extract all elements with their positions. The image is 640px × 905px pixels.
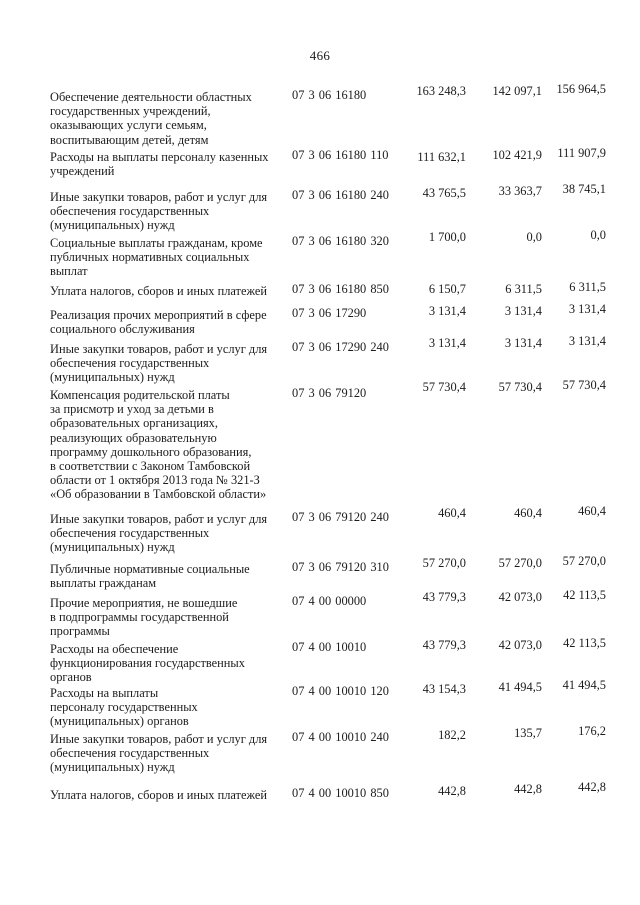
row-value-3: 0,0 — [590, 228, 606, 242]
row-name-line: программы — [50, 624, 110, 639]
row-value-1: 43 765,5 — [422, 186, 466, 200]
row-value-1: 43 779,3 — [422, 638, 466, 652]
row-name-line: функционирования государственных — [50, 656, 245, 671]
row-name-line: Иные закупки товаров, работ и услуг для — [50, 190, 268, 204]
row-value-3: 38 745,1 — [562, 182, 606, 196]
row-name-line: области от 1 октября 2013 года № 321-З — [50, 473, 260, 488]
row-name-line: Компенсация родительской платы — [50, 388, 230, 402]
row-value-1: 3 131,4 — [428, 336, 466, 350]
row-value-3: 42 113,5 — [563, 636, 606, 650]
row-name-line: оказывающих услуги семьям, — [50, 118, 207, 133]
row-value-2: 6 311,5 — [505, 282, 542, 296]
row-name — [50, 190, 292, 233]
row-value-3: 57 730,4 — [562, 378, 606, 392]
row-name-line: воспитывающим детей, детям — [50, 132, 209, 147]
row-value-3: 41 494,5 — [562, 678, 606, 692]
row-name-line: Обеспечение деятельности областных — [50, 90, 252, 104]
row-code: 07 3 06 16180 320 — [292, 234, 389, 248]
row-value-2: 57 270,0 — [498, 556, 542, 570]
row-value-3: 3 131,4 — [568, 334, 606, 348]
row-name-line: Уплата налогов, сборов и иных платежей — [50, 788, 268, 802]
row-name-line: реализующих образовательную — [50, 430, 217, 445]
row-value-2: 0,0 — [526, 230, 542, 244]
row-value-1: 1 700,0 — [428, 230, 466, 244]
row-name — [50, 150, 292, 178]
row-name-line: обеспечения государственных — [50, 204, 210, 219]
row-name-line: (муниципальных) нужд — [50, 760, 175, 775]
row-name — [50, 642, 292, 685]
row-code: 07 4 00 10010 240 — [292, 730, 389, 744]
row-name-line: Расходы на обеспечение — [50, 642, 179, 656]
row-name-line: Иные закупки товаров, работ и услуг для — [50, 342, 268, 356]
row-name — [50, 732, 292, 775]
row-value-2: 42 073,0 — [498, 590, 542, 604]
row-value-3: 57 270,0 — [562, 554, 606, 568]
row-value-1: 182,2 — [438, 728, 466, 742]
row-code: 07 3 06 17290 — [292, 306, 367, 320]
row-name-line: публичных нормативных социальных — [50, 250, 250, 265]
row-name-line: Расходы на выплаты персоналу казенных — [50, 150, 269, 164]
row-code: 07 3 06 16180 240 — [292, 188, 389, 202]
row-value-1: 43 154,3 — [422, 682, 466, 696]
row-name-line: Расходы на выплаты — [50, 686, 159, 700]
row-name-line: государственных учреждений, — [50, 104, 211, 119]
row-name-line: обеспечения государственных — [50, 746, 210, 761]
row-value-3: 156 964,5 — [556, 82, 606, 96]
row-value-3: 111 907,9 — [557, 146, 606, 160]
row-name — [50, 562, 292, 590]
row-value-2: 460,4 — [514, 506, 542, 520]
row-name-line: Социальные выплаты гражданам, кроме — [50, 236, 263, 250]
row-name-line: Уплата налогов, сборов и иных платежей — [50, 284, 268, 298]
row-value-3: 442,8 — [578, 780, 606, 794]
row-code: 07 4 00 10010 850 — [292, 786, 389, 800]
row-value-1: 460,4 — [438, 506, 466, 520]
row-value-2: 57 730,4 — [498, 380, 542, 394]
row-value-2: 442,8 — [514, 782, 542, 796]
row-name-line: органов — [50, 670, 92, 685]
row-name-line: (муниципальных) нужд — [50, 370, 175, 385]
row-name-line: (муниципальных) нужд — [50, 540, 175, 555]
row-name-line: в соответствии с Законом Тамбовской — [50, 459, 251, 474]
row-name-line: Иные закупки товаров, работ и услуг для — [50, 732, 268, 746]
row-code: 07 3 06 17290 240 — [292, 340, 389, 354]
row-code: 07 3 06 16180 — [292, 88, 367, 102]
row-name-line: Прочие мероприятия, не вошедшие — [50, 596, 238, 610]
row-name-line: выплаты гражданам — [50, 576, 157, 591]
page-number: 466 — [309, 48, 331, 63]
row-value-2: 3 131,4 — [504, 336, 542, 350]
row-value-3: 42 113,5 — [563, 588, 606, 602]
row-value-3: 6 311,5 — [569, 280, 606, 294]
row-name-line: в подпрограммы государственной — [50, 610, 229, 625]
row-name — [50, 686, 292, 729]
row-value-3: 460,4 — [578, 504, 606, 518]
row-code: 07 3 06 79120 310 — [292, 560, 389, 574]
row-name-line: Иные закупки товаров, работ и услуг для — [50, 512, 268, 526]
row-value-2: 41 494,5 — [498, 680, 542, 694]
row-name — [50, 284, 292, 298]
row-value-2: 3 131,4 — [504, 304, 542, 318]
row-code: 07 4 00 10010 — [292, 640, 367, 654]
row-name — [50, 388, 292, 502]
row-value-1: 3 131,4 — [428, 304, 466, 318]
row-value-1: 163 248,3 — [416, 84, 466, 98]
row-name — [50, 90, 292, 147]
row-value-2: 102 421,9 — [492, 148, 542, 162]
row-name-line: обеспечения государственных — [50, 356, 210, 371]
row-value-1: 43 779,3 — [422, 590, 466, 604]
row-value-1: 111 632,1 — [417, 150, 466, 164]
row-name-line: Реализация прочих мероприятий в сфере — [50, 308, 267, 322]
row-name-line: за присмотр и уход за детьми в — [50, 402, 214, 417]
row-name — [50, 308, 292, 336]
row-name-line: образовательных организациях, — [50, 416, 218, 431]
row-name-line: Публичные нормативные социальные — [50, 562, 250, 576]
row-code: 07 3 06 79120 240 — [292, 510, 389, 524]
row-name-line: «Об образовании в Тамбовской области» — [50, 487, 267, 502]
row-value-2: 142 097,1 — [492, 84, 542, 98]
row-value-3: 176,2 — [578, 724, 606, 738]
row-name-line: выплат — [50, 264, 88, 279]
row-value-1: 57 270,0 — [422, 556, 466, 570]
row-code: 07 4 00 10010 120 — [292, 684, 389, 698]
row-value-1: 6 150,7 — [428, 282, 466, 296]
row-value-1: 442,8 — [438, 784, 466, 798]
row-code: 07 3 06 16180 110 — [292, 148, 389, 162]
row-value-2: 135,7 — [514, 726, 542, 740]
row-code: 07 3 06 79120 — [292, 386, 367, 400]
row-name-line: (муниципальных) нужд — [50, 218, 175, 233]
row-value-2: 33 363,7 — [498, 184, 542, 198]
row-name-line: обеспечения государственных — [50, 526, 210, 541]
row-name — [50, 236, 292, 279]
row-name-line: программу дошкольного образования, — [50, 444, 252, 459]
row-value-2: 42 073,0 — [498, 638, 542, 652]
row-value-1: 57 730,4 — [422, 380, 466, 394]
row-code: 07 4 00 00000 — [292, 594, 367, 608]
row-code: 07 3 06 16180 850 — [292, 282, 389, 296]
row-name — [50, 512, 292, 555]
row-name — [50, 596, 292, 639]
row-name-line: социального обслуживания — [50, 322, 195, 337]
row-name-line: персоналу государственных — [50, 700, 198, 715]
row-name-line: (муниципальных) органов — [50, 714, 189, 729]
row-name-line: учреждений — [50, 164, 115, 179]
row-name — [50, 788, 292, 802]
row-value-3: 3 131,4 — [568, 302, 606, 316]
row-name — [50, 342, 292, 385]
